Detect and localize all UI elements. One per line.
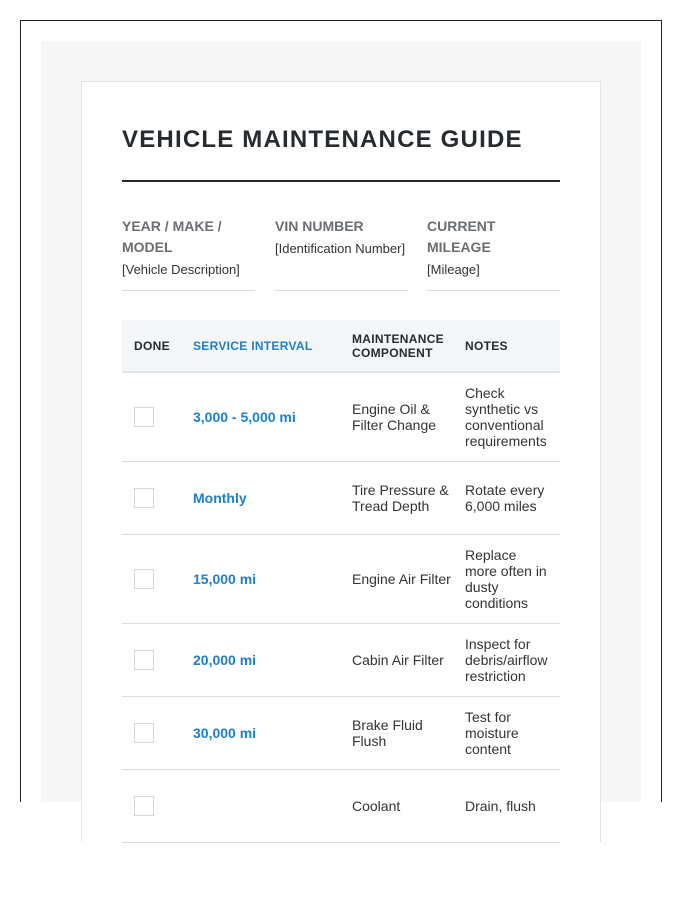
field-label: YEAR / MAKE / MODEL xyxy=(122,218,222,255)
page-background xyxy=(41,41,641,814)
component-cell: Coolant xyxy=(352,797,401,814)
notes-cell: Rotate every 6,000 miles xyxy=(465,481,545,514)
component-cell: Engine Air Filter xyxy=(352,570,451,587)
table-row xyxy=(122,372,560,461)
notes-cell: Check synthetic vs conventional requirements xyxy=(465,384,547,449)
service-interval-cell: Monthly xyxy=(193,489,247,506)
field-value[interactable]: [Identification Number] xyxy=(275,241,406,256)
table-row xyxy=(122,461,560,534)
component-cell: Brake Fluid Flush xyxy=(352,716,423,749)
maintenance-table-wrapper xyxy=(122,320,560,843)
component-cell: Cabin Air Filter xyxy=(352,651,444,668)
done-cell xyxy=(122,623,193,696)
done-checkbox[interactable] xyxy=(134,569,154,589)
service-interval-cell: 3,000 - 5,000 mi xyxy=(193,408,296,425)
title-divider xyxy=(122,180,560,182)
current-mileage-field[interactable] xyxy=(427,216,560,291)
done-checkbox[interactable] xyxy=(134,796,154,816)
table-row xyxy=(122,769,560,842)
component-cell: Engine Oil & Filter Change xyxy=(352,400,437,433)
done-checkbox[interactable] xyxy=(134,407,154,427)
notes-cell: Drain, flush xyxy=(465,797,536,814)
service-interval-cell: 30,000 mi xyxy=(193,724,257,741)
done-cell xyxy=(122,534,193,623)
header-maintenance-component: MAINTENANCE COMPONENT xyxy=(352,331,444,360)
done-cell xyxy=(122,769,193,842)
header-notes: NOTES xyxy=(465,338,508,353)
done-checkbox[interactable] xyxy=(134,723,154,743)
service-interval-cell xyxy=(193,769,352,842)
table-row xyxy=(122,696,560,769)
field-label: CURRENT MILEAGE xyxy=(427,218,496,255)
document-frame xyxy=(20,20,662,814)
notes-cell: Inspect for debris/airflow restriction xyxy=(465,635,548,684)
done-cell xyxy=(122,372,193,461)
done-checkbox[interactable] xyxy=(134,488,154,508)
service-interval-cell: 15,000 mi xyxy=(193,570,257,587)
field-label: VIN NUMBER xyxy=(275,218,364,234)
maintenance-table xyxy=(122,320,560,843)
service-interval-cell: 20,000 mi xyxy=(193,651,257,668)
table-header-row xyxy=(122,320,560,372)
done-checkbox[interactable] xyxy=(134,650,154,670)
header-service-interval: SERVICE INTERVAL xyxy=(193,338,313,353)
document-sheet xyxy=(81,81,601,842)
field-value[interactable]: [Vehicle Description] xyxy=(122,262,240,277)
header-done: DONE xyxy=(134,338,170,353)
vehicle-description-field[interactable] xyxy=(122,216,255,291)
table-row xyxy=(122,623,560,696)
done-cell xyxy=(122,696,193,769)
notes-cell: Test for moisture content xyxy=(465,708,519,757)
done-cell xyxy=(122,461,193,534)
page-title: VEHICLE MAINTENANCE GUIDE xyxy=(122,126,523,153)
table-row xyxy=(122,534,560,623)
vin-number-field[interactable] xyxy=(275,216,408,291)
field-value[interactable]: [Mileage] xyxy=(427,262,480,277)
notes-cell: Replace more often in dusty conditions xyxy=(465,546,547,611)
component-cell: Tire Pressure & Tread Depth xyxy=(352,481,449,514)
